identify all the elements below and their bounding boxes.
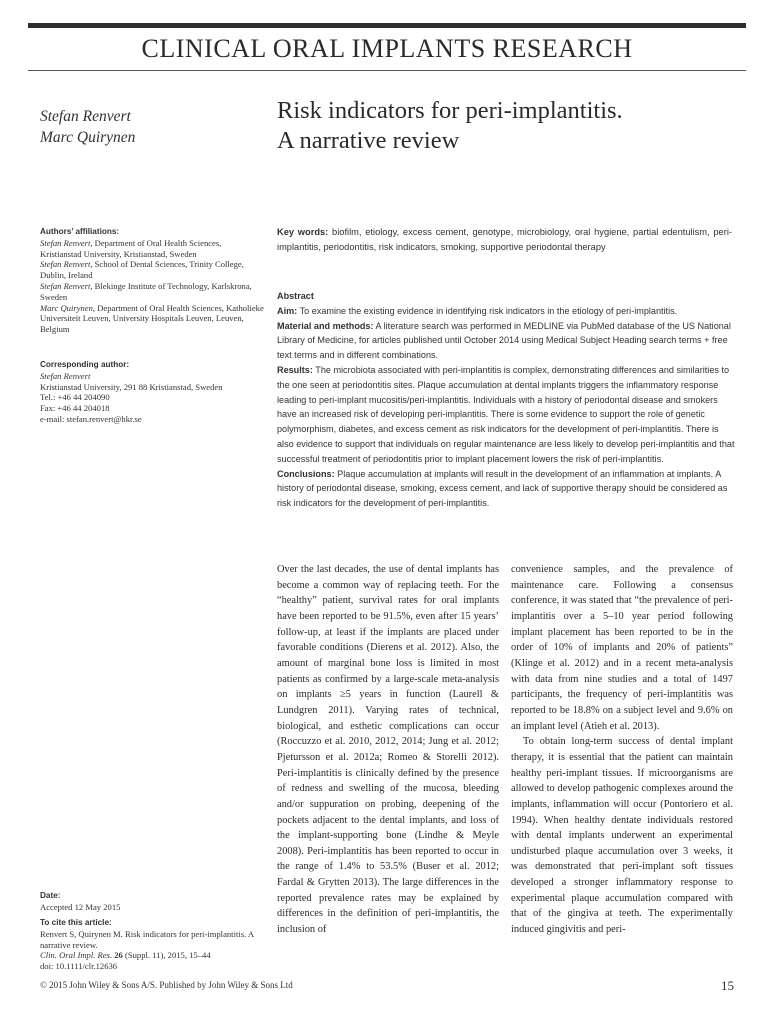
corresponding-tel: Tel.: +46 44 204090 — [40, 392, 110, 403]
author-list — [40, 106, 135, 148]
affiliation-entry: Stefan Renvert, Blekinge Institute of Technology, Karlskrona, Sweden — [40, 280, 252, 302]
body-paragraph: Over the last decades, the use of dental implants has become a common way of replacing teeth. For the “healthy” patient, survival rates for oral implants have been reported to be 91.5%, even after 15 years’ follow-up, at least if the implants are placed under favorable conditions (Dierens et al. 2012). Also, the amount of marginal bone loss is limited in most patients as confirmed by a large-scale meta-analysis on implants ≥5 years in function (Laurell & Lundgren 2011). Varying rates of technical, biological, and esthetic complications can occur (Roccuzzo et al. 2010, 2012, 2014; Jung et al. 2012; Pjetursson et al. 2012a; Romeo & Storelli 2012). Peri-implantitis is clinically defined by the presence of redness and swelling of the mucosa, bleeding and/or suppuration on probing, deepening of the pockets adjacent to the dental implants, and loss of the implant-supporting bone (Lindhe & Meyle 2008). Peri-implantitis has been reported to occur in the range of 1.4% to 53.5% (Buser et al. 2012; Fardal & Grytten 2013). The large differences in the reported prevalence rates may be explained by differences in the definition of peri-implantitis, the inclusion of — [277, 564, 499, 936]
keywords: Key words: biofilm, etiology, excess cement, genotype, microbiology, oral hygiene, partial edentulism, peri-implantitis, periodontitis, risk indicators, smoking, supportive periodontal therapy — [277, 227, 732, 253]
corresponding-name: Stefan Renvert — [40, 370, 91, 381]
body-paragraph: convenience samples, and the prevalence of maintenance care. Following a consensus conference, it was stated that “the prevalence of peri-implantitis over a 5–10 year period following implant placement has been reported to be in the order of 10% of implants and 20% of patients” (Klinge et al. 2012) and in a recent meta-analysis with data from nine studies and a total of 1497 participants, the frequency of peri-implantitis was reported to be 18.8% on a subject level and 9.6% on an implant level (Atieh et al. 2013). — [511, 564, 733, 732]
author-name: Marc Quirynen — [40, 129, 136, 146]
page-number: 15 — [721, 978, 734, 993]
affiliations — [40, 227, 265, 335]
abstract-methods: Material and methods: A literature search was performed in MEDLINE via PubMed database of the US National Library of Medicine, for articles published until October 2014 using Medical Subject Heading search terms + free text terms and in different combinations. — [277, 320, 731, 361]
corresponding-heading: Corresponding author: — [40, 360, 130, 369]
date-block — [40, 891, 265, 913]
article-title: Risk indicators for peri-implantitis. A narrative review — [277, 97, 623, 154]
header-rule — [28, 23, 746, 28]
author-name: Stefan Renvert — [40, 108, 131, 125]
cite-heading: To cite this article: — [40, 918, 112, 927]
affiliation-entry: Stefan Renvert, School of Dental Sciences, Trinity College, Dublin, Ireland — [40, 259, 244, 281]
corresponding-author — [40, 360, 265, 425]
corresponding-address: Kristianstad University, 291 88 Kristianstad, Sweden — [40, 381, 223, 392]
affiliation-entry: Stefan Renvert, Department of Oral Health Sciences, Kristianstad University, Kristianstad, Sweden — [40, 237, 222, 259]
body-paragraph: To obtain long-term success of dental implant therapy, it is essential that the patient can maintain healthy peri-implant tissues. If microorganisms are allowed to develop pathogenic complexes around the implants, inflammation will occur (Pontoriero et al. 1994). When healthy dentate individuals restored with dental implants underwent an experimental undisturbed plaque accumulation over 3 weeks, it was demonstrated that peri-implant soft tissues developed a stronger inflammatory response to experimental plaque accumulation compared with that of the gingiva at teeth. The experimentally induced gingivitis and peri- — [511, 736, 733, 936]
abstract-results: Results: The microbiota associated with peri-implantitis is complex, demonstrating differences and similarities to the one seen at periodontitis sites. Plaque accumulation at dental implants triggers the inflammatory response leading to peri-implant mucositis/peri-implantitis. Individuals with a history of periodontal disease and smokers have an increased risk of developing peri-implantitis. There is some evidence to support the role of genetic polymorphism, diabetes, and excess cement as risk indicators for the development of peri-implantitis. There is also evidence to support that individuals on regular maintenance are less likely to develop peri-implantitis and that successful treatment of periodontitis prior to implant placement lowers the risk of peri-implantitis. — [277, 364, 735, 464]
body-column-2 — [511, 562, 733, 938]
citation-block — [40, 918, 265, 972]
cite-doi[interactable]: doi: 10.1111/clr.12636 — [40, 961, 118, 972]
corresponding-fax: Fax: +46 44 204018 — [40, 403, 110, 414]
abstract — [277, 289, 735, 511]
header-divider — [28, 70, 746, 71]
affiliations-heading: Authors’ affiliations: — [40, 227, 120, 236]
abstract-conclusions: Conclusions: Plaque accumulation at implants will result in the development of an inflammation at implants. A history of periodontal disease, smoking, excess cement, and lack of supportive therapy should be considered as risk indicators for the development of peri-implantitis. — [277, 468, 728, 509]
cite-journal: Clin. Oral Impl. Res. 26 (Suppl. 11), 2015, 15–44 — [40, 950, 211, 961]
abstract-aim: Aim: To examine the existing evidence in identifying risk indicators in the etiology of peri-implantitis. — [277, 305, 678, 316]
affiliation-entry: Marc Quirynen, Department of Oral Health Sciences, Katholieke Universiteit Leuven, University Hospitals Leuven, Leuven, Belgium — [40, 302, 264, 335]
copyright: © 2015 John Wiley & Sons A/S. Published by John Wiley & Sons Ltd — [40, 980, 293, 990]
date-heading: Date: — [40, 891, 61, 900]
abstract-heading: Abstract — [277, 291, 314, 301]
body-column-1 — [277, 562, 499, 938]
corresponding-email[interactable]: e-mail: stefan.renvert@hkr.se — [40, 413, 142, 424]
cite-text: Renvert S, Quirynen M. Risk indicators for peri-implantitis. A narrative review. — [40, 928, 254, 950]
date-text: Accepted 12 May 2015 — [40, 901, 121, 912]
journal-name: CLINICAL ORAL IMPLANTS RESEARCH — [141, 34, 633, 63]
